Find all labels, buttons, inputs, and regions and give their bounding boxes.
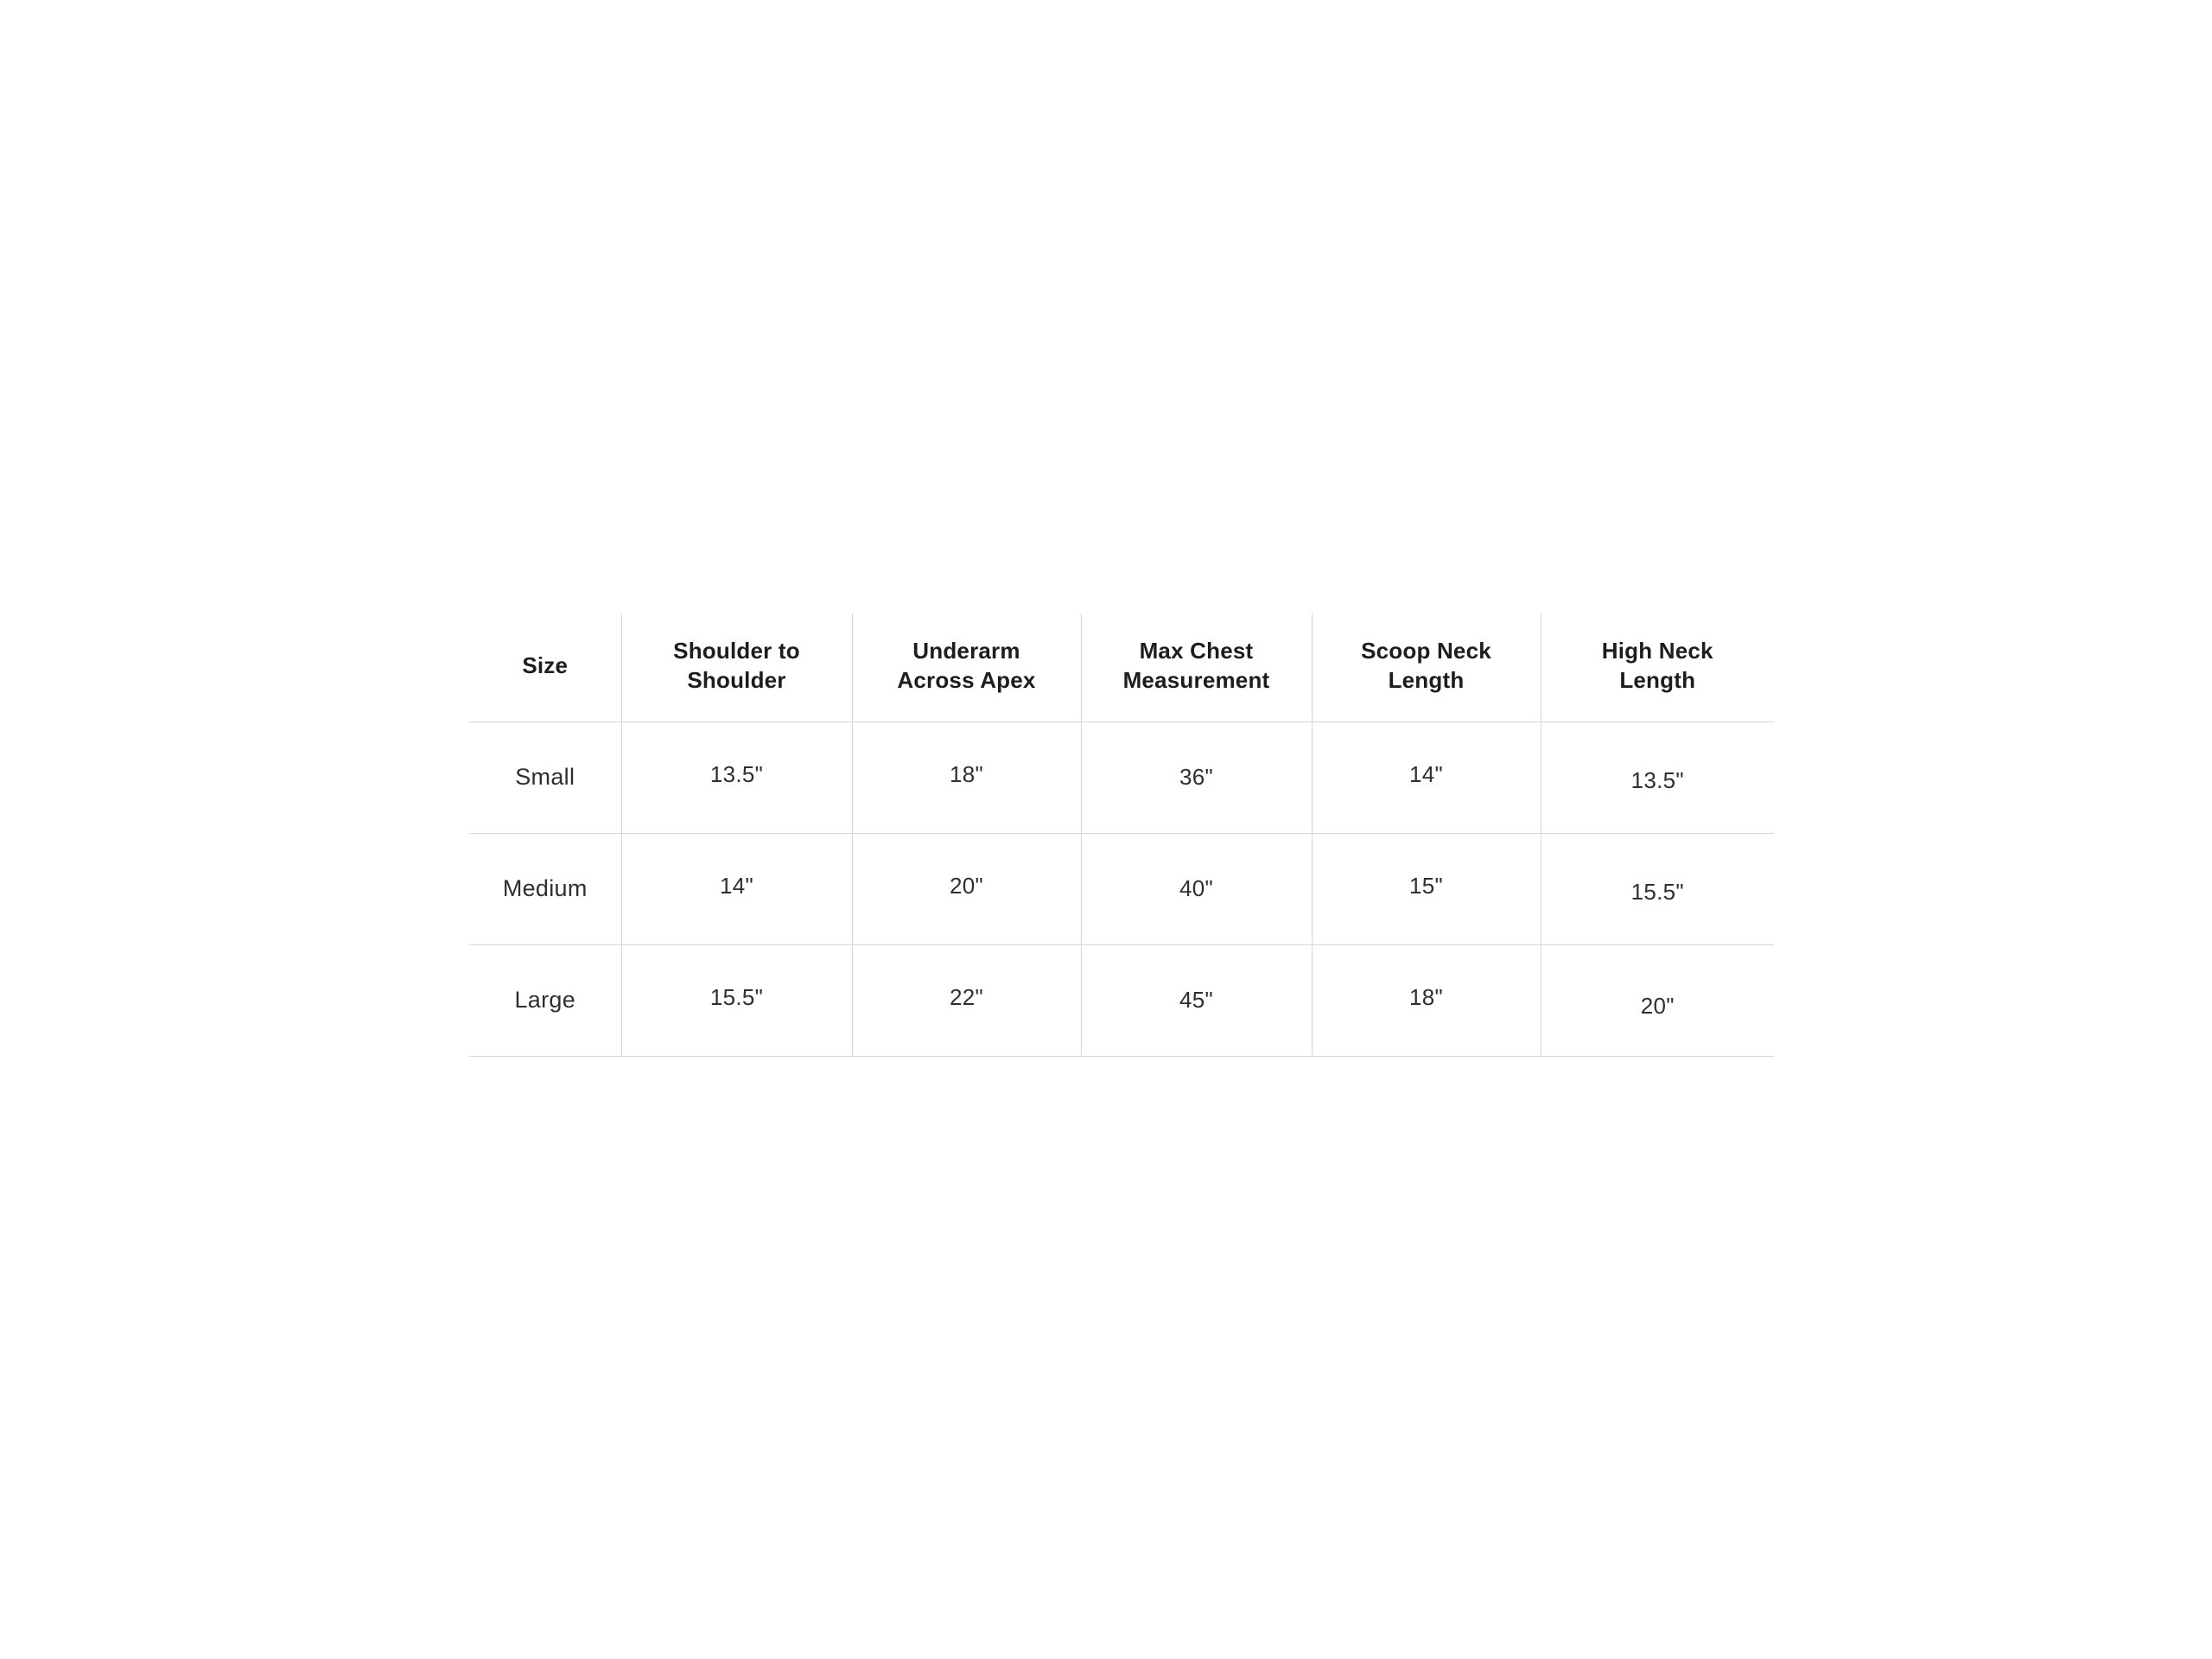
cell-value: 20" xyxy=(1640,992,1675,1019)
column-header-scoop-neck-length xyxy=(1312,613,1541,721)
cell-value: 15.5" xyxy=(709,983,764,1010)
cell-high-neck-length-small xyxy=(1541,721,1774,833)
cell-value: 13.5" xyxy=(709,760,764,787)
header-row xyxy=(469,613,1774,721)
column-header-underarm-across-apex-line-2: Across Apex xyxy=(897,667,1036,694)
cell-underarm-across-apex-medium xyxy=(852,833,1081,944)
column-header-max-chest-measurement xyxy=(1081,613,1312,721)
cell-high-neck-length-medium xyxy=(1541,833,1774,944)
column-header-shoulder-to-shoulder xyxy=(621,613,852,721)
column-header-shoulder-to-shoulder-line-1: Shoulder to xyxy=(673,638,800,664)
cell-value: 22" xyxy=(949,983,984,1010)
size-chart-container xyxy=(469,613,1774,1057)
cell-underarm-across-apex-small xyxy=(852,721,1081,833)
table-row xyxy=(469,833,1774,944)
column-header-underarm-across-apex-line-1: Underarm xyxy=(912,638,1020,664)
cell-underarm-across-apex-large xyxy=(852,944,1081,1056)
cell-value: 14" xyxy=(1408,760,1444,787)
cell-value: 18" xyxy=(949,760,984,787)
table-row xyxy=(469,944,1774,1056)
cell-value: 20" xyxy=(949,872,984,899)
cell-value: 15" xyxy=(1408,872,1444,899)
cell-high-neck-length-large xyxy=(1541,944,1774,1056)
cell-scoop-neck-length-small xyxy=(1312,721,1541,833)
cell-shoulder-to-shoulder-small xyxy=(621,721,852,833)
cell-size-small: Small xyxy=(469,721,621,833)
column-header-scoop-neck-length-line-1: Scoop Neck xyxy=(1361,638,1491,664)
column-header-high-neck-length-line-2: Length xyxy=(1619,667,1696,694)
column-header-size xyxy=(469,613,621,721)
cell-value: 18" xyxy=(1408,983,1444,1010)
cell-max-chest-measurement-medium xyxy=(1081,833,1312,944)
cell-value: 45" xyxy=(1179,986,1214,1013)
size-chart-table xyxy=(469,613,1774,1057)
cell-value: 15.5" xyxy=(1630,878,1684,905)
cell-value: 14" xyxy=(719,872,754,899)
cell-size-medium: Medium xyxy=(469,833,621,944)
cell-size-large: Large xyxy=(469,944,621,1056)
column-header-max-chest-measurement-line-1: Max Chest xyxy=(1139,638,1254,664)
column-header-size-line-1: Size xyxy=(522,652,569,679)
column-header-high-neck-length xyxy=(1541,613,1774,721)
column-header-high-neck-length-line-1: High Neck xyxy=(1601,638,1713,664)
cell-max-chest-measurement-large xyxy=(1081,944,1312,1056)
table-row xyxy=(469,721,1774,833)
column-header-underarm-across-apex xyxy=(852,613,1081,721)
column-header-max-chest-measurement-line-2: Measurement xyxy=(1122,667,1270,694)
column-header-scoop-neck-length-line-2: Length xyxy=(1388,667,1465,694)
column-header-shoulder-to-shoulder-line-2: Shoulder xyxy=(687,667,786,694)
cell-shoulder-to-shoulder-medium xyxy=(621,833,852,944)
table-body xyxy=(469,721,1774,1056)
cell-max-chest-measurement-small xyxy=(1081,721,1312,833)
cell-value: 13.5" xyxy=(1630,766,1684,793)
table-header xyxy=(469,613,1774,721)
cell-value: 40" xyxy=(1179,874,1214,901)
cell-shoulder-to-shoulder-large xyxy=(621,944,852,1056)
cell-value: 36" xyxy=(1179,763,1214,790)
cell-scoop-neck-length-large xyxy=(1312,944,1541,1056)
cell-scoop-neck-length-medium xyxy=(1312,833,1541,944)
